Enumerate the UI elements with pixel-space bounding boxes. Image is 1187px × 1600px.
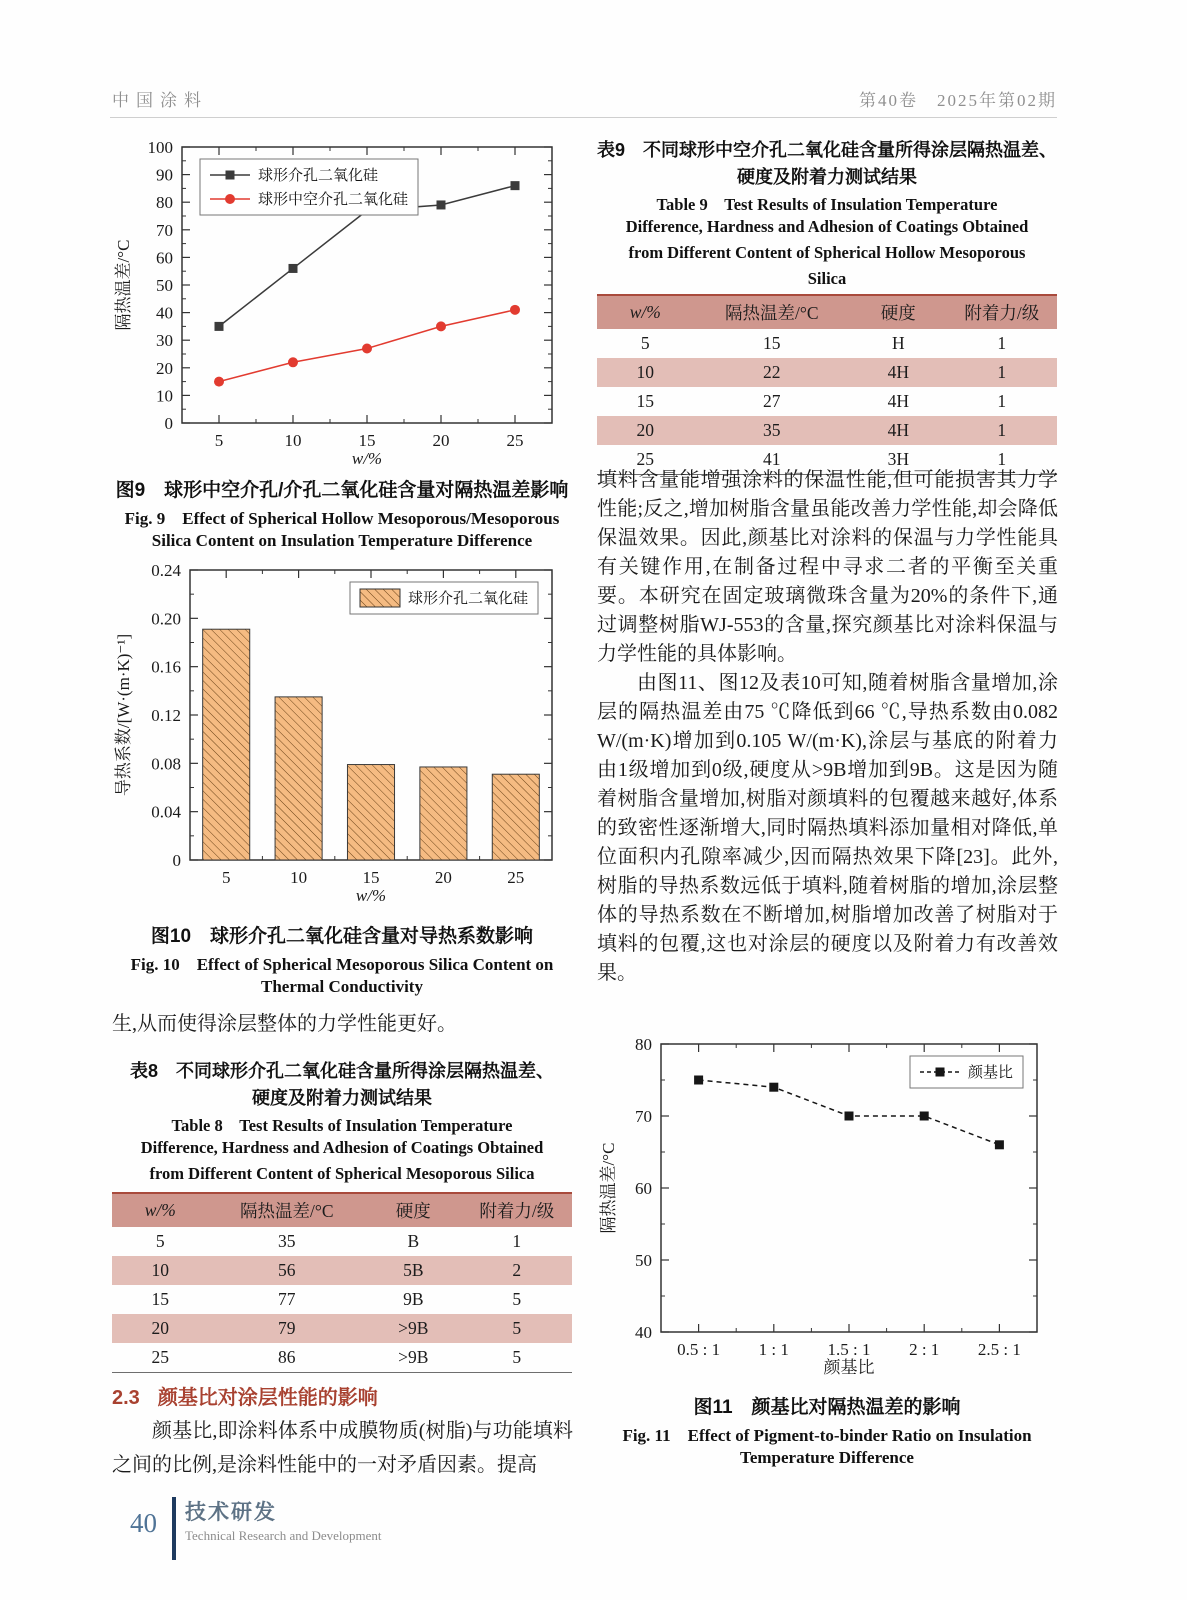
table-cell: 5: [512, 1289, 522, 1309]
fig9-caption-en: Fig. 9 Effect of Spherical Hollow Mesoporous/Mesoporous: [124, 509, 560, 528]
column-header: w/%: [597, 295, 694, 329]
fig11-caption-cn: 图11 颜基比对隔热温差的影响: [693, 1397, 961, 1418]
fig10-caption-cn: 图10 球形介孔二氧化硅含量对导热系数影响: [150, 926, 534, 947]
table-cell: 79: [209, 1314, 365, 1343]
svg-text:0.08: 0.08: [151, 754, 181, 774]
fig11-line-chart: [597, 1030, 1057, 1380]
table-cell: 5: [640, 333, 650, 353]
footer-bar: [172, 1497, 176, 1560]
table-cell: 2: [462, 1256, 572, 1285]
table-cell: >9B: [365, 1343, 462, 1373]
table-cell: 41: [694, 445, 850, 475]
footer-section-cn: 技术研发: [185, 1501, 277, 1524]
table8-title-cn: 表8 不同球形介孔二氧化硅含量所得涂层隔热温差、: [129, 1061, 554, 1081]
paragraph-text: 由图11、图12及表10可知,随着树脂含量增加,涂层的隔热温差由75 ℃降低到66 ℃,导热系数由0.082 W/(m·K)增加到0.105 W/(m·K),涂层与基底的附着力由1级增加到0级,硬度从>9B增加到9B。这是因为随着树脂含量增加,树脂对颜填料的包覆越来越好,体系的致密性逐渐增大,同时隔热填料添加量相对降低,单位面积内孔隙率减少,因而隔热效果下降[23]。此外,树脂的导热系数远低于填料,随着树脂的增加,涂层整体的导热系数在不断增加,树脂增加改善了树脂对于填料的包覆,这也对涂层的硬度以及附着力有改善效果。: [597, 672, 1058, 984]
table-cell: 4H: [887, 391, 909, 411]
fig9-line-chart: [112, 133, 572, 471]
svg-text:5: 5: [221, 868, 231, 887]
svg-text:10: 10: [284, 431, 302, 450]
svg-text:0.12: 0.12: [151, 706, 181, 725]
svg-text:5: 5: [214, 431, 224, 450]
table-cell: 3H: [850, 445, 947, 475]
table8: [112, 1192, 572, 1373]
paragraph-text: 填料含量能增强涂料的保温性能,但可能损害其力学性能;反之,增加树脂含量虽能改善力学性能,却会降低保温效果。因此,颜基比对涂料的保温与力学性能具有关键作用,在制备过程中寻求二者的平衡至关重要。本研究在固定玻璃微珠含量为20%的条件下,通过调整树脂WJ-553的含量,探究颜基比对涂料保温与力学性能的具体影响。: [597, 469, 1058, 665]
table9-title-cn: 表9 不同球形中空介孔二氧化硅含量所得涂层隔热温差、: [597, 140, 1058, 160]
svg-text:25: 25: [506, 431, 524, 450]
svg-text:70: 70: [156, 220, 173, 240]
svg-text:球形介孔二氧化硅: 球形介孔二氧化硅: [258, 168, 379, 184]
svg-text:80: 80: [156, 193, 173, 213]
table-cell: 35: [278, 1231, 296, 1251]
svg-text:0.5 : 1: 0.5 : 1: [677, 1340, 721, 1359]
svg-text:10: 10: [156, 386, 173, 406]
table-cell: 15: [151, 1289, 170, 1309]
svg-text:0.24: 0.24: [151, 561, 181, 580]
footer-section-en: Technical Research and Development: [185, 1528, 382, 1543]
svg-text:球形介孔二氧化硅: 球形介孔二氧化硅: [408, 591, 529, 607]
svg-text:60: 60: [156, 248, 173, 268]
svg-text:15: 15: [362, 868, 380, 887]
column-header: 隔热温差/°C: [694, 295, 850, 329]
table-row: [112, 1343, 572, 1373]
table-row: [597, 329, 1057, 358]
table-cell: 5: [462, 1343, 572, 1373]
fig10-caption-en: Thermal Conductivity: [261, 977, 423, 996]
column-header: 附着力/级: [947, 295, 1057, 329]
table-cell: 9B: [403, 1289, 424, 1309]
table-row: [597, 387, 1057, 416]
table-header-row: [597, 295, 1057, 329]
table-cell: 15: [763, 333, 781, 353]
table-cell: 1: [947, 358, 1057, 387]
svg-text:100: 100: [147, 138, 173, 157]
column-header: 附着力/级: [462, 1193, 572, 1227]
table8-title-en: Table 8 Test Results of Insulation Temperature: [171, 1116, 513, 1135]
fig11-caption-en: Temperature Difference: [740, 1448, 914, 1467]
svg-text:w/%: w/%: [355, 886, 387, 905]
table-row: [112, 1314, 572, 1343]
svg-text:隔热温差/°C: 隔热温差/°C: [599, 1142, 618, 1234]
svg-text:颜基比: 颜基比: [968, 1065, 1014, 1081]
table-cell: 10: [597, 358, 694, 387]
table-cell: 5B: [365, 1256, 462, 1285]
table-row: [112, 1227, 572, 1256]
body-text: [597, 466, 1058, 988]
svg-text:0.04: 0.04: [151, 802, 181, 822]
svg-text:0: 0: [164, 414, 173, 433]
fig10-caption-en: Fig. 10 Effect of Spherical Mesoporous Silica Content on: [130, 955, 554, 974]
svg-text:1 : 1: 1 : 1: [758, 1340, 789, 1359]
svg-text:20: 20: [434, 868, 452, 887]
svg-text:40: 40: [635, 1323, 652, 1342]
table-cell: 5: [155, 1231, 165, 1251]
table-row: [112, 1285, 572, 1314]
table8-title-en: from Different Content of Spherical Mesoporous Silica: [149, 1164, 535, 1183]
svg-text:10: 10: [290, 868, 308, 887]
svg-text:导热系数/[W·(m·K)⁻¹]: 导热系数/[W·(m·K)⁻¹]: [114, 633, 133, 797]
table8-title-en: Difference, Hardness and Adhesion of Coatings Obtained: [140, 1138, 544, 1157]
svg-text:0.16: 0.16: [151, 657, 181, 677]
fig11-caption-en: Fig. 11 Effect of Pigment-to-binder Ratio on Insulation: [622, 1426, 1032, 1445]
table-cell: 1: [512, 1231, 522, 1251]
svg-text:60: 60: [635, 1179, 652, 1198]
header-rule: [110, 117, 1057, 118]
table9: [597, 294, 1057, 475]
table-cell: 20: [597, 416, 694, 445]
table-cell: 77: [278, 1289, 296, 1309]
table-cell: 1: [997, 333, 1007, 353]
body-paragraph: 生,从而使得涂层整体的力学性能更好。: [112, 1013, 457, 1035]
page-number: 40: [130, 1508, 157, 1538]
svg-text:70: 70: [635, 1107, 652, 1126]
table-cell: 35: [694, 416, 850, 445]
paragraph-text: 颜基比,即涂料体系中成膜物质(树脂)与功能填料之间的比例,是涂料性能中的一对矛盾因素。提高: [112, 1420, 573, 1476]
svg-text:40: 40: [156, 303, 173, 323]
table9-title-cn: 硬度及附着力测试结果: [737, 167, 917, 187]
table-header-row: [112, 1193, 572, 1227]
column-header: 硬度: [850, 295, 947, 329]
table-row: [597, 416, 1057, 445]
svg-text:0.20: 0.20: [151, 609, 181, 629]
table8-title-cn: 硬度及附着力测试结果: [252, 1088, 432, 1108]
svg-text:w/%: w/%: [351, 449, 383, 468]
column-header: w/%: [112, 1193, 209, 1227]
svg-text:80: 80: [635, 1035, 652, 1054]
table-cell: 25: [597, 445, 694, 475]
svg-text:2 : 1: 2 : 1: [909, 1340, 940, 1359]
table9-title-en: Table 9 Test Results of Insulation Temperature: [656, 195, 998, 214]
table-cell: 20: [112, 1314, 209, 1343]
svg-text:50: 50: [156, 276, 173, 295]
journal-title: 中国涂料: [112, 91, 208, 110]
svg-text:15: 15: [358, 431, 376, 450]
column-header: 硬度: [365, 1193, 462, 1227]
fig9-caption-en: Silica Content on Insulation Temperature Difference: [151, 531, 533, 550]
table-row: [597, 358, 1057, 387]
svg-text:50: 50: [635, 1251, 652, 1270]
issue-info: 第40卷 2025年第02期: [859, 91, 1057, 110]
column-header: 隔热温差/°C: [209, 1193, 365, 1227]
svg-text:25: 25: [507, 868, 525, 887]
svg-text:球形中空介孔二氧化硅: 球形中空介孔二氧化硅: [258, 192, 409, 208]
table-cell: 86: [209, 1343, 365, 1373]
svg-text:1.5 : 1: 1.5 : 1: [827, 1340, 871, 1359]
svg-text:0: 0: [172, 851, 181, 870]
table9-title-en: Difference, Hardness and Adhesion of Coatings Obtained: [625, 217, 1029, 236]
fig9-caption-cn: 图9 球形中空介孔/介孔二氧化硅含量对隔热温差影响: [115, 480, 569, 501]
table9-title-en: Silica: [807, 269, 847, 288]
table9-title-en: from Different Content of Spherical Hollow Mesoporous: [628, 243, 1026, 262]
section-number: 2.3: [112, 1387, 140, 1409]
svg-text:颜基比: 颜基比: [823, 1358, 875, 1377]
svg-text:隔热温差/°C: 隔热温差/°C: [114, 239, 133, 331]
table-cell: H: [891, 333, 905, 353]
table-row: [112, 1256, 572, 1285]
section-title: 颜基比对涂层性能的影响: [157, 1387, 378, 1409]
table-cell: B: [407, 1231, 420, 1251]
table-cell: 10: [112, 1256, 209, 1285]
table-cell: >9B: [365, 1314, 462, 1343]
section-heading: [112, 1381, 378, 1410]
table-cell: 4H: [850, 416, 947, 445]
body-paragraph: [112, 1414, 573, 1482]
table-cell: 1: [947, 416, 1057, 445]
svg-text:30: 30: [156, 331, 173, 351]
table-cell: 27: [763, 391, 781, 411]
table-cell: 5: [462, 1314, 572, 1343]
svg-text:20: 20: [432, 431, 450, 450]
table-cell: 4H: [850, 358, 947, 387]
fig10-bar-chart: [112, 556, 572, 908]
table-cell: 1: [947, 445, 1057, 475]
table-cell: 56: [209, 1256, 365, 1285]
table-cell: 25: [112, 1343, 209, 1373]
table-cell: 22: [694, 358, 850, 387]
table-cell: 15: [636, 391, 655, 411]
table-cell: 1: [997, 391, 1007, 411]
svg-text:2.5 : 1: 2.5 : 1: [977, 1340, 1021, 1359]
svg-text:90: 90: [156, 165, 173, 185]
svg-text:20: 20: [156, 358, 173, 378]
